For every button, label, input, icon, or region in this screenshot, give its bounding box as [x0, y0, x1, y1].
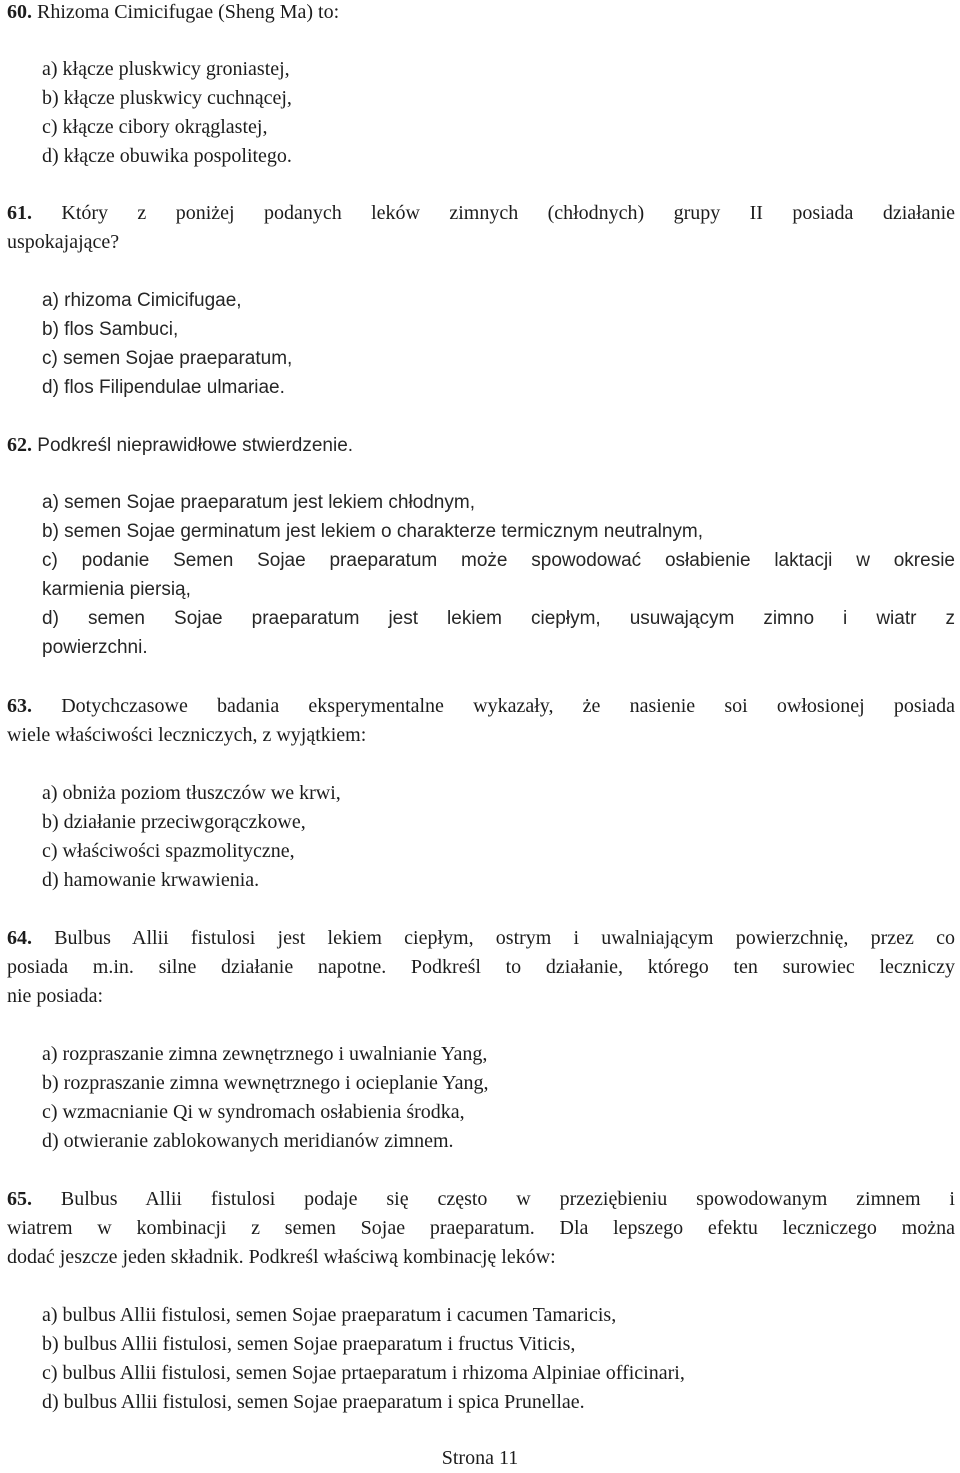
option-b: b) bulbus Allii fistulosi, semen Sojae praeparatum i fructus Viticis, [42, 1333, 576, 1355]
option-a: a) semen Sojae praeparatum jest lekiem chłodnym, [42, 492, 475, 513]
question-number: 63. [7, 695, 32, 717]
question-text: Dotychczasowe badania eksperymentalne wykazały, że nasienie soi owłosionej posiada [61, 695, 956, 717]
question-61-line-2: uspokajające? [7, 231, 120, 253]
option-b: b) rozpraszanie zimna wewnętrznego i ocieplanie Yang, [42, 1072, 489, 1094]
question-65-line-2: wiatrem w kombinacji z semen Sojae praeparatum. Dla lepszego efektu leczniczego można [7, 1217, 955, 1239]
option-d: d) bulbus Allii fistulosi, semen Sojae praeparatum i spica Prunellae. [42, 1391, 585, 1413]
option-b: b) semen Sojae germinatum jest lekiem o charakterze termicznym neutralnym, [42, 521, 704, 542]
option-a: a) rhizoma Cimicifugae, [42, 290, 242, 311]
option-a: a) kłącze pluskwicy groniastej, [42, 58, 290, 80]
option-c: c) wzmacnianie Qi w syndromach osłabienia środka, [42, 1101, 465, 1123]
option-d: d) semen Sojae praeparatum jest lekiem ciepłym, usuwającym zimno i wiatr z [42, 608, 955, 629]
page-number: Strona 11 [441, 1447, 519, 1469]
option-b: b) flos Sambuci, [42, 319, 179, 340]
question-text: Który z poniżej podanych leków zimnych (chłodnych) grupy II posiada działanie [61, 202, 955, 224]
question-64-line-2: posiada m.in. silne działanie napotne. Podkreśl to działanie, którego ten surowiec leczniczy [7, 956, 955, 978]
question-62 [7, 431, 955, 460]
question-62-options [42, 488, 955, 662]
question-63-options [42, 779, 955, 895]
question-60 [7, 0, 955, 27]
option-c: c) kłącze cibory okrąglastej, [42, 116, 268, 138]
option-c: c) bulbus Allii fistulosi, semen Sojae prtaeparatum i rhizoma Alpiniae officinari, [42, 1362, 685, 1384]
option-d: d) hamowanie krwawienia. [42, 869, 260, 891]
question-text: Rhizoma Cimicifugae (Sheng Ma) to: [37, 1, 340, 23]
option-a: a) rozpraszanie zimna zewnętrznego i uwalnianie Yang, [42, 1043, 488, 1065]
question-60-heading [7, 0, 955, 27]
option-b: b) kłącze pluskwicy cuchnącej, [42, 87, 292, 109]
question-64-line-1 [7, 924, 955, 953]
question-64-options [42, 1040, 955, 1156]
question-61-line-1 [7, 199, 955, 228]
question-63-line-2: wiele właściwości leczniczych, z wyjątkiem: [7, 724, 367, 746]
question-number: 60. [7, 1, 32, 23]
option-d: d) kłącze obuwika pospolitego. [42, 145, 292, 167]
option-b: b) działanie przeciwgorączkowe, [42, 811, 306, 833]
question-text: Podkreśl nieprawidłowe stwierdzenie. [37, 435, 354, 456]
option-d-continued: powierzchni. [42, 637, 148, 658]
question-number: 61. [7, 202, 32, 224]
option-c: c) właściwości spazmolityczne, [42, 840, 295, 862]
page-footer [0, 1444, 960, 1473]
option-c-continued: karmienia piersią, [42, 579, 191, 600]
question-65-line-1 [7, 1185, 955, 1214]
option-a: a) bulbus Allii fistulosi, semen Sojae praeparatum i cacumen Tamaricis, [42, 1304, 617, 1326]
question-text: Bulbus Allii fistulosi jest lekiem ciepłym, ostrym i uwalniającym powierzchnię, przez co [54, 927, 955, 949]
question-62-heading [7, 431, 955, 460]
question-64 [7, 924, 955, 1011]
question-number: 65. [7, 1188, 32, 1210]
option-d: d) otwieranie zablokowanych meridianów zimnem. [42, 1130, 454, 1152]
question-65-options [42, 1301, 955, 1417]
question-63-line-1 [7, 692, 955, 721]
option-d: d) flos Filipendulae ulmariae. [42, 377, 285, 398]
question-60-options [42, 55, 955, 171]
question-number: 62. [7, 434, 32, 456]
question-65 [7, 1185, 955, 1272]
question-61 [7, 199, 955, 257]
option-a: a) obniża poziom tłuszczów we krwi, [42, 782, 341, 804]
question-65-line-3: dodać jeszcze jeden składnik. Podkreśl właściwą kombinację leków: [7, 1246, 556, 1268]
question-61-options [42, 286, 955, 402]
question-text: Bulbus Allii fistulosi podaje się często w przeziębieniu spowodowanym zimnem i [60, 1188, 955, 1210]
option-c: c) semen Sojae praeparatum, [42, 348, 293, 369]
option-c: c) podanie Semen Sojae praeparatum może spowodować osłabienie laktacji w okresie [42, 550, 955, 571]
question-64-line-3: nie posiada: [7, 985, 104, 1007]
question-number: 64. [7, 927, 32, 949]
question-63 [7, 692, 955, 750]
